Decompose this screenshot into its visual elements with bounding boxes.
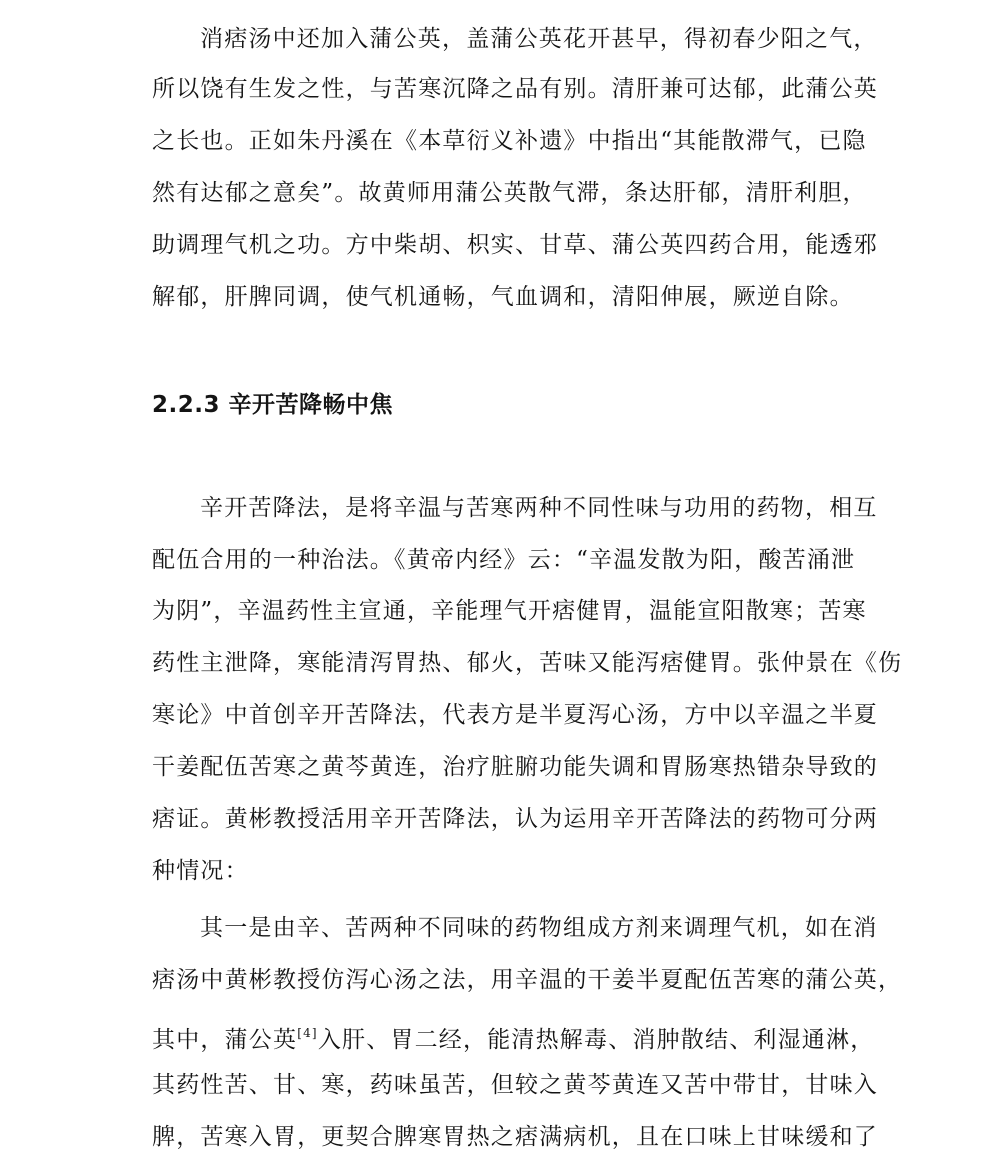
paragraph-line: 药性主泄降，寒能清泻胃热、郁火，苦味又能泻痞健胃。张仲景在《伤 [152, 650, 903, 676]
section-heading: 2.2.3 辛开苦降畅中焦 [152, 392, 393, 418]
paragraph-line: 痞证。黄彬教授活用辛开苦降法，认为运用辛开苦降法的药物可分两 [152, 806, 878, 832]
paragraph-line: 助调理气机之功。方中柴胡、枳实、甘草、蒲公英四药合用，能透邪 [152, 232, 878, 258]
paragraph-line: 配伍合用的一种治法。《黄帝内经》云：“辛温发散为阳，酸苦涌泄 [152, 547, 856, 573]
paragraph-line: 然有达郁之意矣”。故黄师用蒲公英散气滞，条达肝郁，清肝利胆， [152, 180, 867, 206]
paragraph-line [152, 1018, 875, 1055]
line-text: 入肝、胃二经，能清热解毒、消肿散结、利湿通淋， [317, 1027, 875, 1053]
paragraph-line: 其药性苦、甘、寒，药味虽苦，但较之黄芩黄连又苦中带甘，甘味入 [152, 1072, 878, 1098]
citation-reference: [4] [297, 1026, 318, 1040]
paragraph-line: 痞汤中黄彬教授仿泻心汤之法，用辛温的干姜半夏配伍苦寒的蒲公英， [152, 967, 903, 993]
paragraph-line: 为阴”，辛温药性主宣通，辛能理气开痞健胃，温能宣阳散寒；苦寒 [152, 598, 867, 624]
paragraph-line: 种情况： [152, 858, 249, 884]
paragraph-line: 所以饶有生发之性，与苦寒沉降之品有别。清肝兼可达郁，此蒲公英 [152, 76, 878, 102]
paragraph-line: 辛开苦降法，是将辛温与苦寒两种不同性味与功用的药物，相互 [200, 495, 878, 521]
paragraph-line: 解郁，肝脾同调，使气机通畅，气血调和，清阳伸展，厥逆自除。 [152, 284, 854, 310]
paragraph-line: 其一是由辛、苦两种不同味的药物组成方剂来调理气机，如在消 [200, 915, 878, 941]
paragraph-line: 脾，苦寒入胃，更契合脾寒胃热之痞满病机，且在口味上甘味缓和了 [152, 1124, 878, 1150]
paragraph-line: 寒论》中首创辛开苦降法，代表方是半夏泻心汤，方中以辛温之半夏 [152, 702, 878, 728]
paragraph-line: 干姜配伍苦寒之黄芩黄连，治疗脏腑功能失调和胃肠寒热错杂导致的 [152, 754, 878, 780]
paragraph-line: 之长也。正如朱丹溪在《本草衍义补遗》中指出“其能散滞气，已隐 [152, 128, 867, 154]
paragraph-line: 消痞汤中还加入蒲公英，盖蒲公英花开甚早，得初春少阳之气， [200, 26, 878, 52]
line-text: 其中，蒲公英 [152, 1027, 298, 1053]
